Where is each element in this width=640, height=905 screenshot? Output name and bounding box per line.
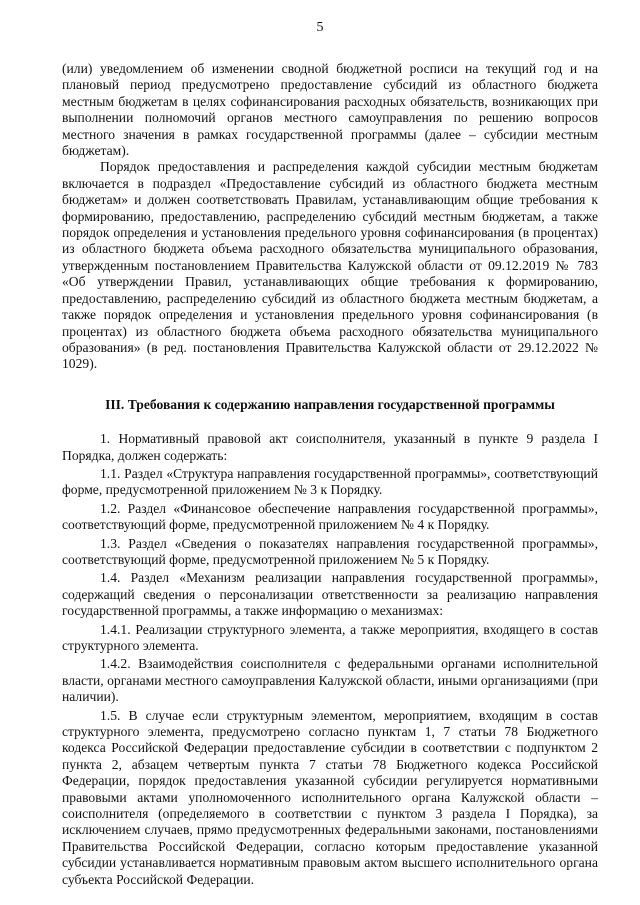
item-1: 1. Нормативный правовой акт соисполнителя, указанный в пункте 9 раздела I Порядка, должен содержать: xyxy=(62,431,598,463)
item-1-4-1: 1.4.1. Реализации структурного элемента, а также мероприятия, входящего в состав структурного элемента. xyxy=(62,621,598,653)
item-1-4-2: 1.4.2. Взаимодействия соисполнителя с федеральными органами исполнительной власти, органами местного самоуправления Калужской области, иными организациями (при наличии). xyxy=(62,656,598,705)
document-body xyxy=(62,61,598,888)
item-1-5: 1.5. В случае если структурным элементом, мероприятием, входящим в состав структурного элемента, предусмотрено согласно пунктам 1, 7 статьи 78 Бюджетного кодекса Российской Федерации предоставление субсидии в соответствии с подпунктом 2 пункта 2, абзацем четвертым пункта 7 статьи 78 Бюджетного кодекса Российской Федерации, порядок предоставления указанной субсидии регулируется нормативными правовыми актами уполномоченного исполнительного органа Калужской области – соисполнителя (определяемого в соответствии с пунктом 3 раздела I Порядка), за исключением случаев, прямо предусмотренных федеральными законами, постановлениями Правительства Российской Федерации, согласно которым предоставление указанной субсидии устанавливается нормативным правовым актом высшего исполнительного органа субъекта Российской Федерации. xyxy=(62,707,598,887)
section-heading: III. Требования к содержанию направления государственной программы xyxy=(105,396,555,412)
page-number: 5 xyxy=(316,20,324,35)
item-1-3: 1.3. Раздел «Сведения о показателях направления государственной программы», соответствующий форме, предусмотренной приложением № 5 к Порядку. xyxy=(62,535,598,567)
paragraph-continuation: (или) уведомлением об изменении сводной бюджетной росписи на текущий год и на плановый период предусмотрено предоставление субсидий из областного бюджета местным бюджетам в целях софинансирования расходных обязательств, возникающих при выполнении полномочий органов местного самоуправления по решению вопросов местного значения в рамках государственной программы (далее – субсидии местным бюджетам). xyxy=(62,61,598,159)
item-1-4: 1.4. Раздел «Механизм реализации направления государственной программы», содержащий сведения о персонализации ответственности за реализацию направления государственной программы, а также информацию о механизмах: xyxy=(62,570,598,619)
item-1-2: 1.2. Раздел «Финансовое обеспечение направления государственной программы», соответствующий форме, предусмотренной приложением № 4 к Порядку. xyxy=(62,500,598,533)
item-1-1: 1.1. Раздел «Структура направления государственной программы», соответствующий форме, предусмотренной приложением № 3 к Порядку. xyxy=(62,465,598,498)
paragraph-subsidy-procedure: Порядок предоставления и распределения каждой субсидии местным бюджетам включается в подраздел «Предоставление субсидий из областного бюджета местным бюджетам» и должен соответствовать Правилам, устанавливающим общие требования к формированию, предоставлению, распределению субсидий местным бюджетам, а также порядок определения и установления предельного уровня софинансирования (в процентах) из областного бюджета объема расходного обязательства муниципального образования, утвержденным постановлением Правительства Калужской области от 09.12.2019 № 783 «Об утверждении Правил, устанавливающих общие требования к формированию, предоставлению, распределению субсидий из областного бюджета местным бюджетам, а также порядок определения и установления предельного уровня софинансирования (в процентах) из областного бюджета объема расходного обязательства муниципального образования» (в ред. постановления Правительства Калужской области от 29.12.2022 № 1029). xyxy=(62,159,598,372)
